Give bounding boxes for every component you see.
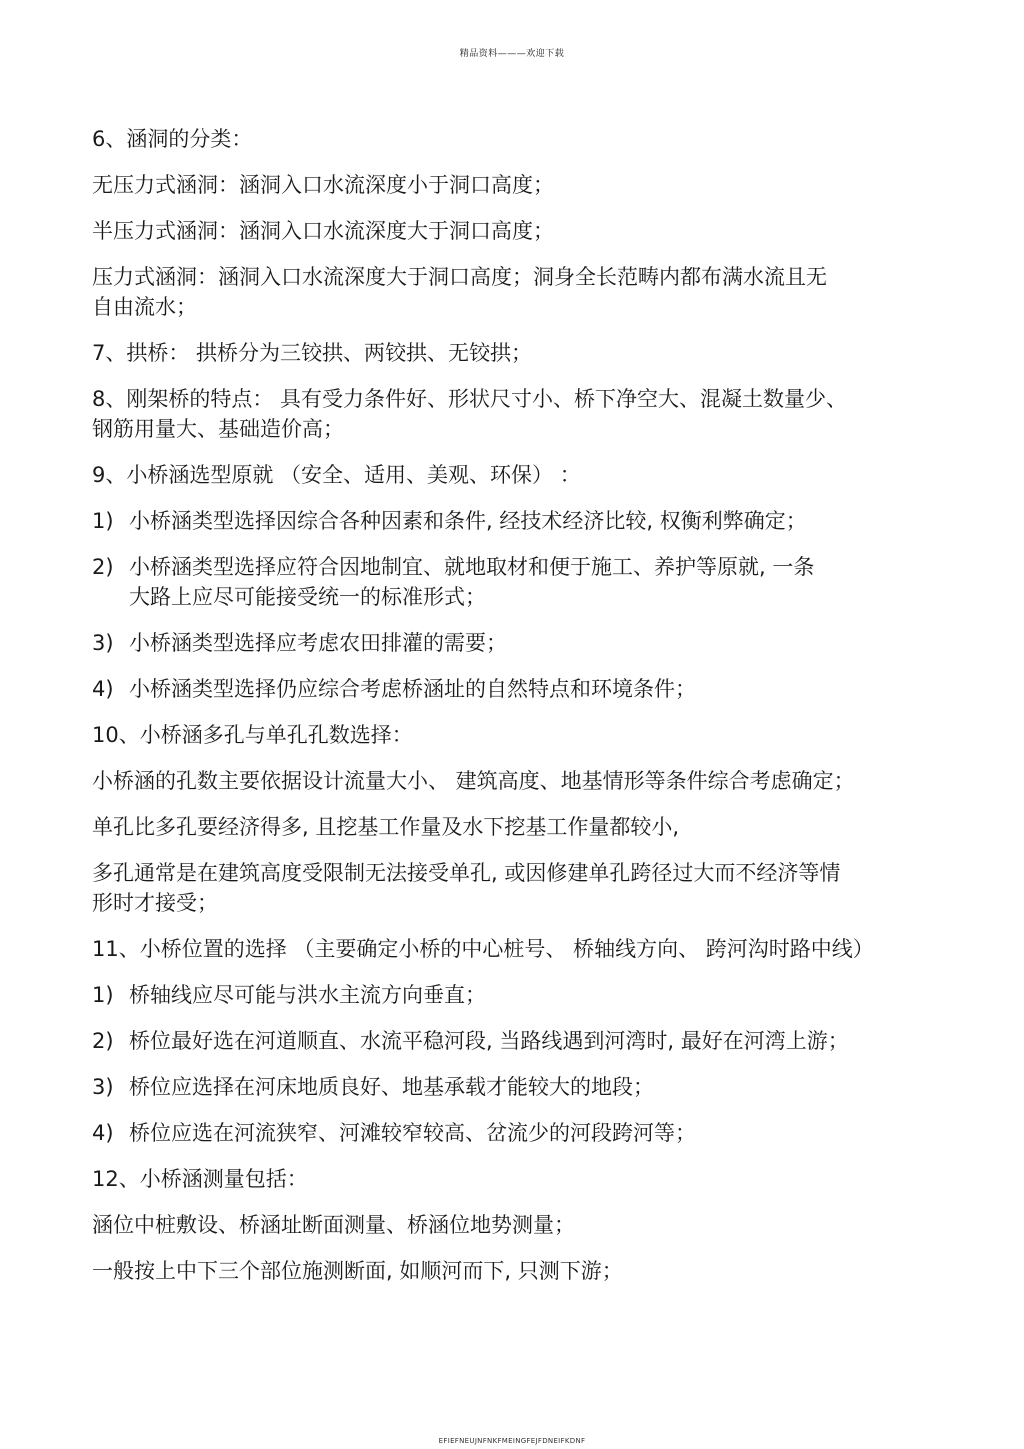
text-line: 大路上应尽可能接受统一的标准形式； xyxy=(129,585,486,609)
paragraph xyxy=(92,858,932,918)
list-number: 3) xyxy=(92,1075,114,1099)
list-number: 4) xyxy=(92,1121,114,1145)
page-footer: EFIEFNEUJNFNKFMEINGFEJFDNEIFKDNF xyxy=(438,1437,586,1445)
document-body xyxy=(92,124,932,1302)
list-item xyxy=(92,674,932,704)
list-number: 2) xyxy=(92,1029,114,1053)
text-line: 8、刚架桥的特点： 具有受力条件好、形状尺寸小、桥下净空大、混凝土数量少、 xyxy=(92,387,848,411)
page-header: 精品资料———欢迎下载 xyxy=(459,49,565,59)
text-line: 钢筋用量大、基础造价高； xyxy=(92,417,344,441)
heading-10: 10、小桥涵多孔与单孔孔数选择： xyxy=(92,723,413,747)
heading-7: 7、拱桥： 拱桥分为三铰拱、两铰拱、无铰拱； xyxy=(92,341,533,365)
list-item xyxy=(92,1118,932,1148)
list-item xyxy=(92,1026,932,1056)
paragraph xyxy=(92,262,932,322)
paragraph: 无压力式涵洞：涵洞入口水流深度小于洞口高度； xyxy=(92,173,554,197)
list-item xyxy=(92,628,932,658)
heading-6: 6、涵洞的分类： xyxy=(92,127,253,151)
text-line: 桥位最好选在河道顺直、水流平稳河段, 当路线遇到河湾时, 最好在河湾上游； xyxy=(129,1029,849,1053)
heading-8 xyxy=(92,384,932,444)
text-line: 小桥涵类型选择应符合因地制宜、就地取材和便于施工、养护等原就, 一条 xyxy=(129,555,815,579)
text-line: 自由流水； xyxy=(92,295,197,319)
list-item xyxy=(92,506,932,536)
heading-12: 12、小桥涵测量包括： xyxy=(92,1167,308,1191)
list-number: 1) xyxy=(92,983,114,1007)
list-number: 2) xyxy=(92,555,114,579)
text-line: 多孔通常是在建筑高度受限制无法接受单孔, 或因修建单孔跨径过大而不经济等情 xyxy=(92,861,841,885)
list-item xyxy=(92,980,932,1010)
heading-9: 9、小桥涵选型原就 （安全、适用、美观、环保） ： xyxy=(92,463,581,487)
text-line: 小桥涵类型选择应考虑农田排灌的需要； xyxy=(129,631,507,655)
paragraph: 半压力式涵洞：涵洞入口水流深度大于洞口高度； xyxy=(92,219,554,243)
text-line: 桥位应选在河流狭窄、河滩较窄较高、岔流少的河段跨河等； xyxy=(129,1121,696,1145)
text-line: 小桥涵类型选择因综合各种因素和条件, 经技术经济比较, 权衡利弊确定； xyxy=(129,509,807,533)
paragraph: 涵位中桩敷设、桥涵址断面测量、桥涵位地势测量； xyxy=(92,1213,575,1237)
list-number: 1) xyxy=(92,509,114,533)
list-item xyxy=(92,1072,932,1102)
list-number: 3) xyxy=(92,631,114,655)
text-line: 桥位应选择在河床地质良好、地基承载才能较大的地段； xyxy=(129,1075,654,1099)
list-item xyxy=(92,552,932,612)
text-line: 小桥涵类型选择仍应综合考虑桥涵址的自然特点和环境条件； xyxy=(129,677,696,701)
text-line: 形时才接受； xyxy=(92,891,218,915)
heading-11: 11、小桥位置的选择 （主要确定小桥的中心桩号、 桥轴线方向、 跨河沟时路中线） xyxy=(92,937,874,961)
list-number: 4) xyxy=(92,677,114,701)
text-line: 桥轴线应尽可能与洪水主流方向垂直； xyxy=(129,983,486,1007)
paragraph: 一般按上中下三个部位施测断面, 如顺河而下, 只测下游； xyxy=(92,1259,623,1283)
text-line: 压力式涵洞：涵洞入口水流深度大于洞口高度；洞身全长范畴内都布满水流且无 xyxy=(92,265,827,289)
paragraph: 小桥涵的孔数主要依据设计流量大小、 建筑高度、地基情形等条件综合考虑确定； xyxy=(92,769,855,793)
paragraph: 单孔比多孔要经济得多, 且挖基工作量及水下挖基工作量都较小, xyxy=(92,815,680,839)
